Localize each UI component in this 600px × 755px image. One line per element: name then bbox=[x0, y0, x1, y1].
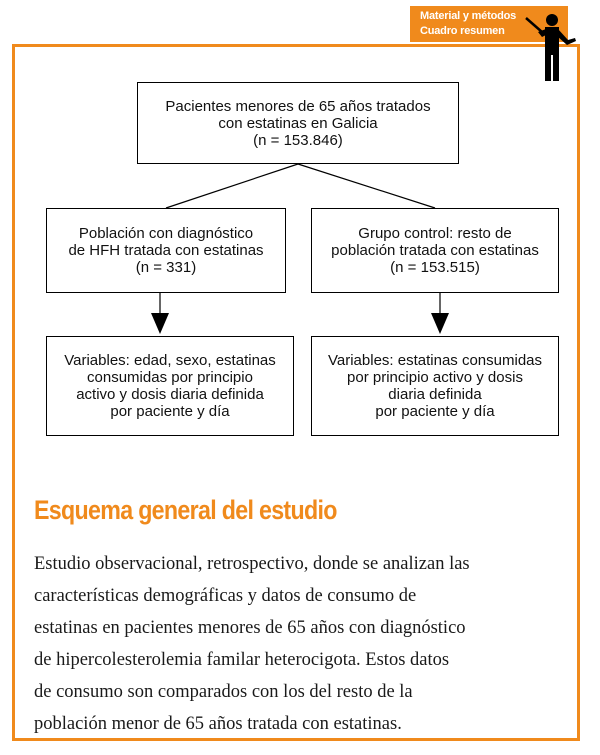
summary-line: características demográficas y datos de consumo de bbox=[34, 586, 417, 606]
presenter-pointing-icon bbox=[520, 10, 580, 85]
summary-paragraph bbox=[34, 548, 574, 740]
control-variables-box bbox=[311, 336, 559, 436]
control-variables-text: Variables: estatinas consumidas por principio activo y dosis diaria definida por paciente y día bbox=[328, 352, 542, 420]
summary-title: Esquema general del estudio bbox=[34, 495, 337, 525]
summary-line: población menor de 65 años tratada con estatinas. bbox=[34, 714, 402, 734]
population-box-text: Pacientes menores de 65 años tratados con estatinas en Galicia (n = 153.846) bbox=[165, 97, 431, 149]
section-tag-subtitle: Cuadro resumen bbox=[420, 25, 505, 37]
summary-line: Estudio observacional, retrospectivo, donde se analizan las bbox=[34, 554, 470, 574]
hfh-variables-text: Variables: edad, sexo, estatinas consumidas por principio activo y dosis diaria definida por paciente y día bbox=[64, 352, 276, 420]
control-group-text: Grupo control: resto de población tratada con estatinas (n = 153.515) bbox=[331, 225, 539, 276]
section-tag-title: Material y métodos bbox=[420, 10, 517, 22]
hfh-variables-box bbox=[46, 336, 294, 436]
summary-line: estatinas en pacientes menores de 65 años con diagnóstico bbox=[34, 618, 466, 638]
summary-line: de hipercolesterolemia familar heterocigota. Estos datos bbox=[34, 650, 450, 670]
hfh-group-box bbox=[46, 208, 286, 293]
control-group-box bbox=[311, 208, 559, 293]
summary-line: de consumo son comparados con los del resto de la bbox=[34, 682, 413, 702]
hfh-group-text: Población con diagnóstico de HFH tratada con estatinas (n = 331) bbox=[68, 225, 264, 276]
population-box bbox=[137, 82, 459, 164]
